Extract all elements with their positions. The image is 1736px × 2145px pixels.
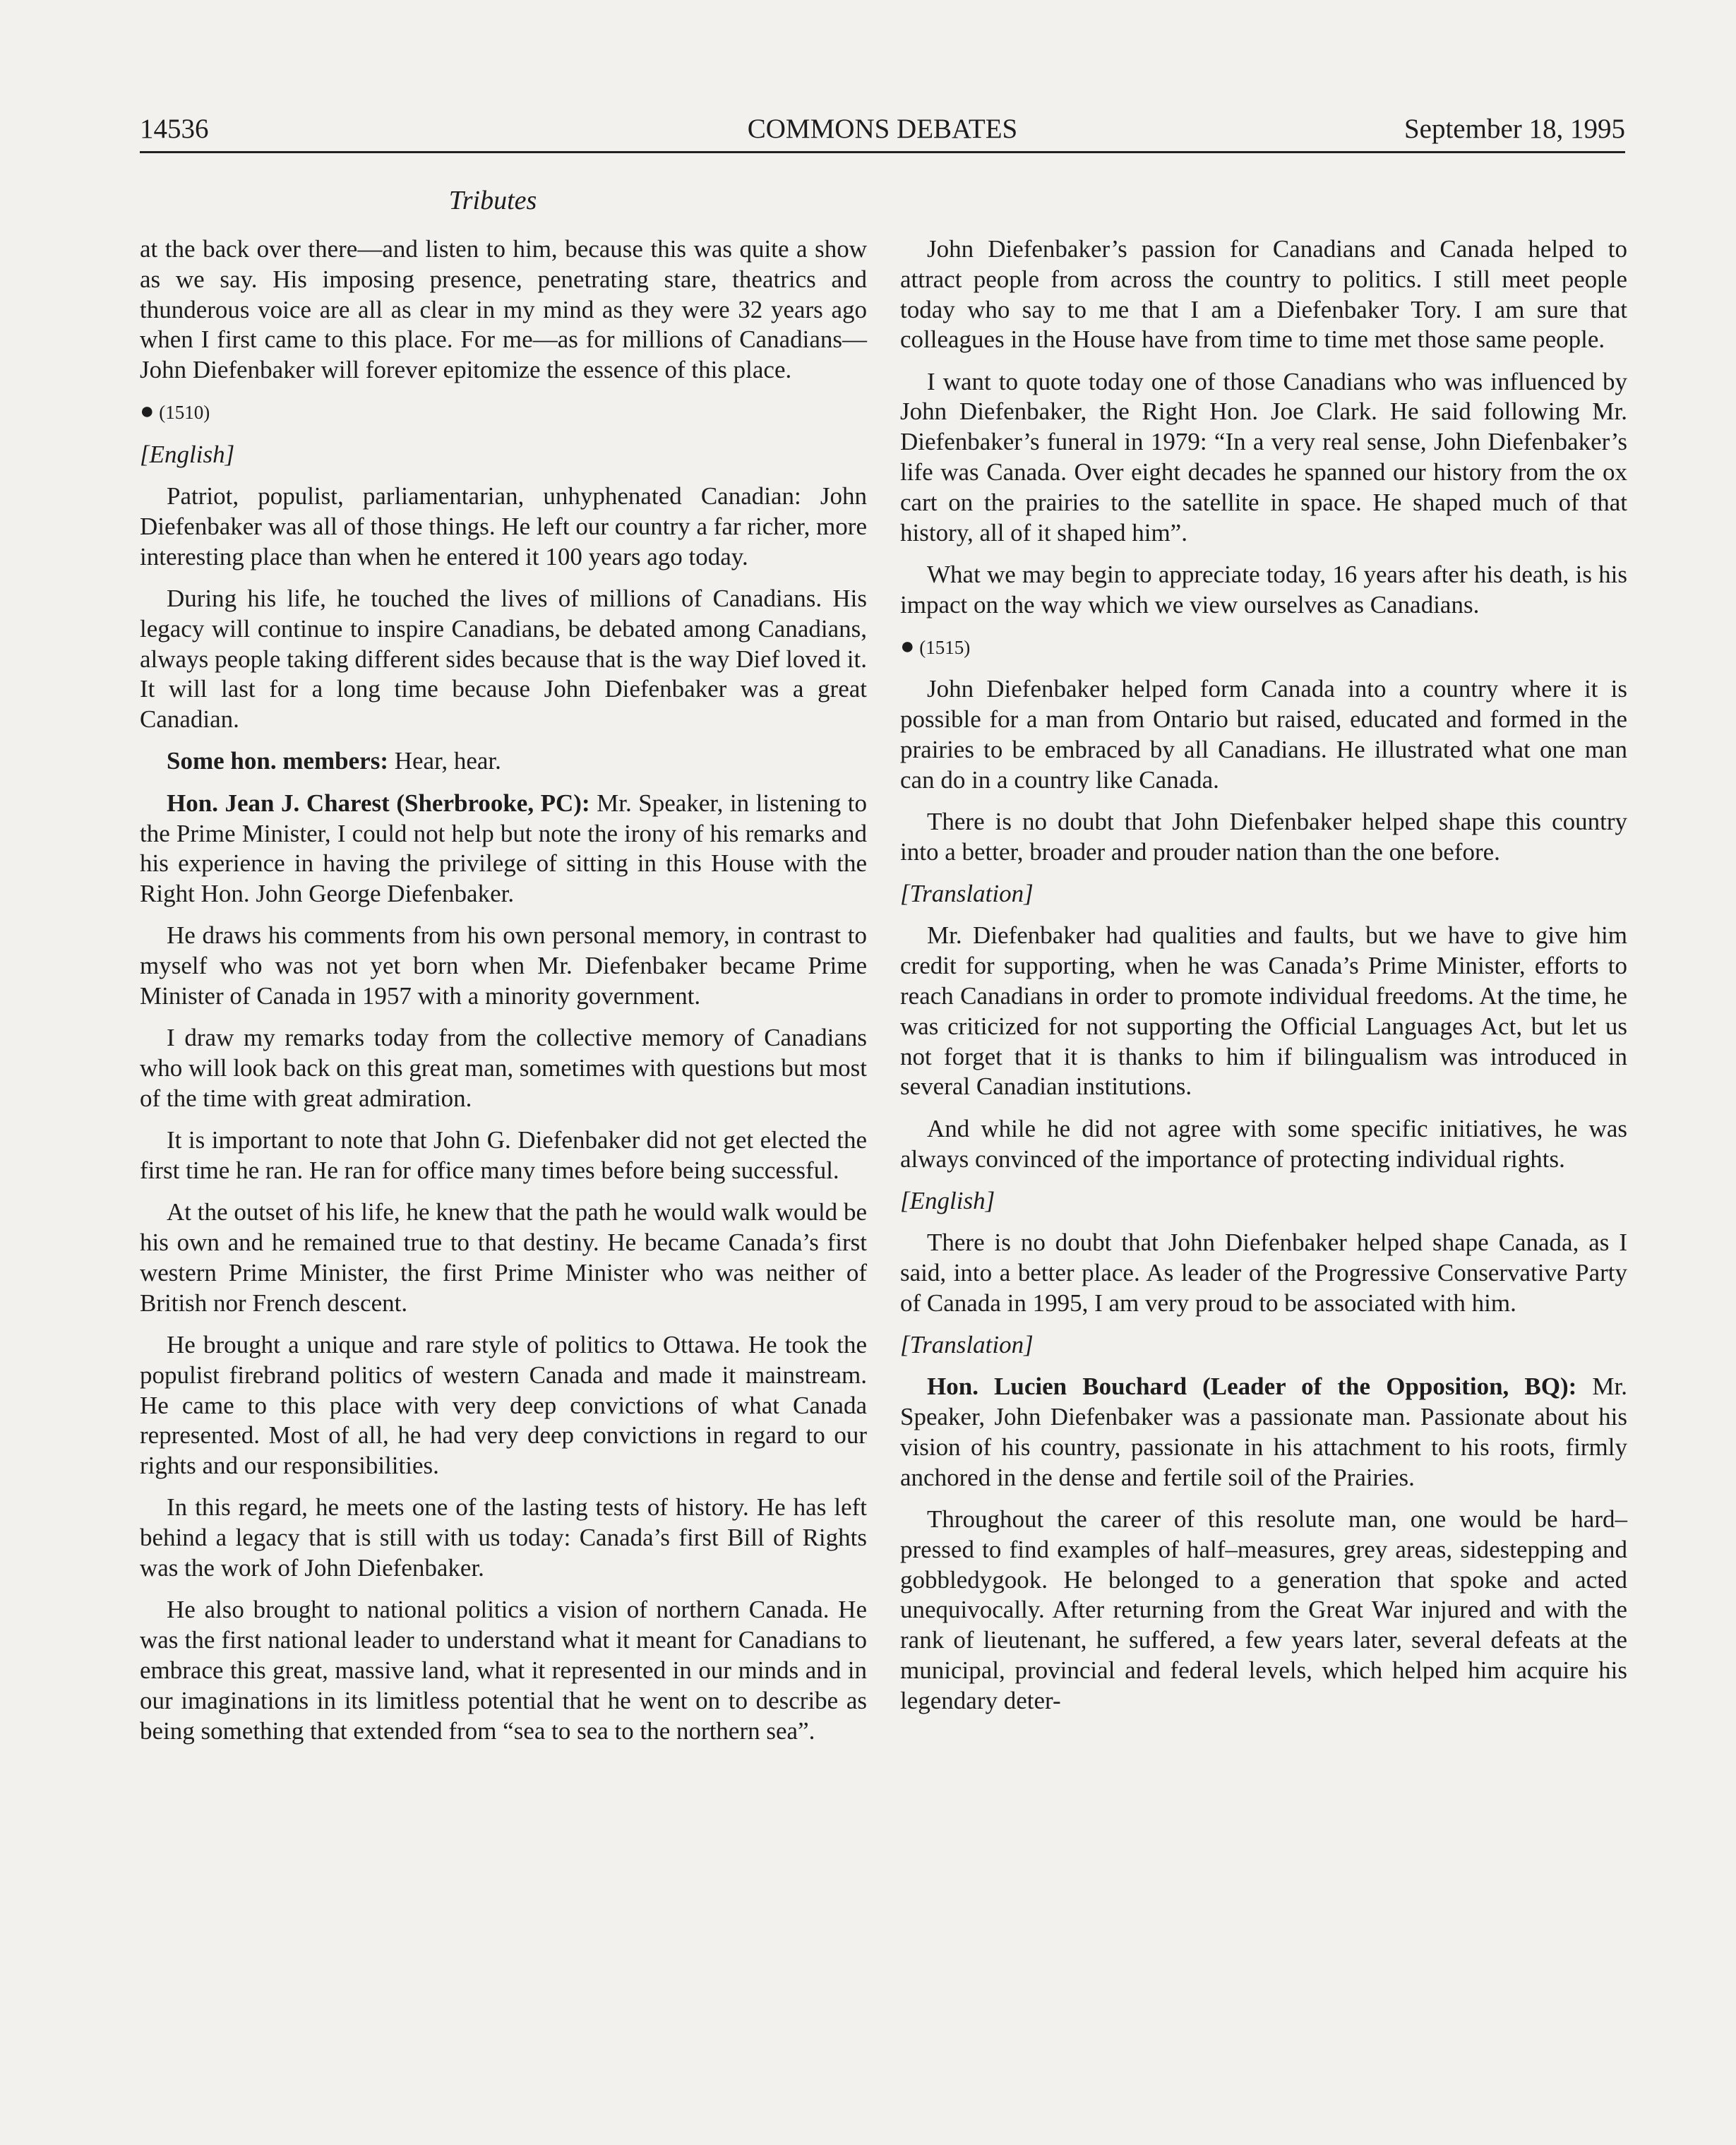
time-marker	[140, 397, 867, 428]
paragraph: He also brought to national politics a vision of northern Canada. He was the first national leader to understand what it meant for Canadians to embrace this great, massive land, what it represented in our minds and in our imaginations in its limitless potential that he went on to describe as being something that extended from “sea to sea to the northern sea”.	[140, 1596, 867, 1745]
header-rule	[140, 151, 1625, 153]
speech-text: Mr. Speaker, in listening to the Prime Minister, I could not help but note the irony of his remarks and his experience in having the privilege of sitting in this House with the Right Hon. John George Diefenbaker.	[140, 789, 867, 908]
language-tag: [English]	[900, 1186, 995, 1214]
paragraph: I draw my remarks today from the collective memory of Canadians who will look back on this great man, sometimes with questions but most of the time with great admiration.	[140, 1024, 867, 1112]
section-title: Tributes	[448, 186, 537, 215]
speaker-paragraph	[900, 1372, 1627, 1493]
speaker-paragraph	[140, 789, 867, 909]
speaker-name: Hon. Lucien Bouchard (Leader of the Opposition, BQ):	[927, 1373, 1577, 1401]
speech-text: Mr. Speaker, John Diefenbaker was a passionate man. Passionate about his vision of his country, passionate in his attachment to his roots, firmly anchored in the dense and fertile soil of the Prairies.	[900, 1373, 1627, 1491]
language-tag: [Translation]	[900, 880, 1034, 908]
language-tag: [English]	[140, 440, 235, 468]
time-marker	[900, 632, 1627, 663]
paragraph: I want to quote today one of those Canadians who was influenced by John Diefenbaker, the Right Hon. Joe Clark. He said following Mr. Diefenbaker’s funeral in 1979: “In a very real sense, John Diefenbaker’s life was Canada. Over eight decades he spanned our history from the ox cart on the prairies to the satellite in space. He shaped much of that history, all of it shaped him”.	[900, 367, 1627, 546]
paragraph: It is important to note that John G. Diefenbaker did not get elected the first time he ran. He ran for office many times before being successful.	[140, 1126, 867, 1185]
paragraph: There is no doubt that John Diefenbaker helped shape Canada, as I said, into a better place. As leader of the Progressive Conservative Party of Canada in 1995, I am very proud to be associated with him.	[900, 1229, 1627, 1317]
bullet-icon: ●	[900, 633, 915, 660]
paragraph: at the back over there—and listen to him, because this was quite a show as we say. His imposing presence, penetrating stare, theatrics and thunderous voice are all as clear in my mind as they were 32 years ago when I first came to this place. For me—as for millions of Canadians—John Diefenbaker will forever epitomize the essence of this place.	[140, 235, 867, 384]
paragraph: At the outset of his life, he knew that the path he would walk would be his own and he remained true to that destiny. He became Canada’s first western Prime Minister, the first Prime Minister who was neither of British nor French descent.	[140, 1198, 867, 1317]
page-number: 14536	[140, 114, 209, 144]
paragraph: And while he did not agree with some specific initiatives, he was always convinced of the importance of protecting individual rights.	[900, 1114, 1627, 1173]
speaker-name: Hon. Jean J. Charest (Sherbrooke, PC):	[167, 789, 590, 817]
paragraph: Patriot, populist, parliamentarian, unhyphenated Canadian: John Diefenbaker was all of those things. He left our country a far richer, more interesting place than when he entered it 100 years ago today.	[140, 482, 867, 570]
paragraph: He brought a unique and rare style of politics to Ottawa. He took the populist firebrand politics of western Canada and made it mainstream. He came to this place with very deep convictions of what Canada represented. Most of all, he had very deep convictions in regard to our rights and our responsibilities.	[140, 1331, 867, 1480]
speech-text: Hear, hear.	[388, 747, 501, 775]
paragraph: During his life, he touched the lives of millions of Canadians. His legacy will continue to inspire Canadians, be debated among Canadians, always people taking different sides because that is the way Dief loved it. It will last for a long time because John Diefenbaker was a great Canadian.	[140, 584, 867, 734]
speaker-name: Some hon. members:	[167, 747, 388, 775]
bullet-icon: ●	[140, 398, 155, 425]
language-tag: [Translation]	[900, 1331, 1034, 1358]
paragraph: What we may begin to appreciate today, 16 years after his death, is his impact on the way which we view ourselves as Canadians.	[900, 560, 1627, 619]
paragraph: John Diefenbaker helped form Canada into a country where it is possible for a man from Ontario but raised, educated and formed in the prairies to be embraced by all Canadians. He illustrated what one man can do in a country like Canada.	[900, 675, 1627, 794]
time-marker-label: (1510)	[159, 402, 210, 424]
paragraph: In this regard, he meets one of the lasting tests of history. He has left behind a legacy that is still with us today: Canada’s first Bill of Rights was the work of John Diefenbaker.	[140, 1493, 867, 1582]
paragraph: He draws his comments from his own personal memory, in contrast to myself who was not yet born when Mr. Diefenbaker became Prime Minister of Canada in 1957 with a minority government.	[140, 921, 867, 1010]
paragraph: John Diefenbaker’s passion for Canadians and Canada helped to attract people from across the country to politics. I still meet people today who say to me that I am a Diefenbaker Tory. I am sure that colleagues in the House have from time to time met those same people.	[900, 235, 1627, 354]
page-header	[140, 113, 1625, 155]
right-column	[900, 234, 1627, 1728]
paragraph: Throughout the career of this resolute man, one would be hard–pressed to find examples of half–measures, grey areas, sidestepping and gobbledygook. He belonged to a generation that spoke and acted unequivocally. After returning from the Great War injured and with the rank of lieutenant, he suffered, a few years later, several defeats at the municipal, provincial and federal levels, which helped him acquire his legendary deter-	[900, 1505, 1627, 1714]
publication-date: September 18, 1995	[1403, 114, 1625, 144]
paragraph: There is no doubt that John Diefenbaker helped shape this country into a better, broader and prouder nation than the one before.	[900, 808, 1627, 866]
speaker-paragraph	[140, 746, 867, 777]
left-column	[140, 234, 867, 1758]
paragraph: Mr. Diefenbaker had qualities and faults, but we have to give him credit for supporting, when he was Canada’s Prime Minister, efforts to reach Canadians in order to promote individual freedoms. At the time, he was criticized for not supporting the Official Languages Act, but let us not forget that it is thanks to him if bilingualism was introduced in several Canadian institutions.	[900, 921, 1627, 1101]
time-marker-label: (1515)	[919, 637, 971, 659]
publication-title: COMMONS DEBATES	[747, 114, 1018, 144]
